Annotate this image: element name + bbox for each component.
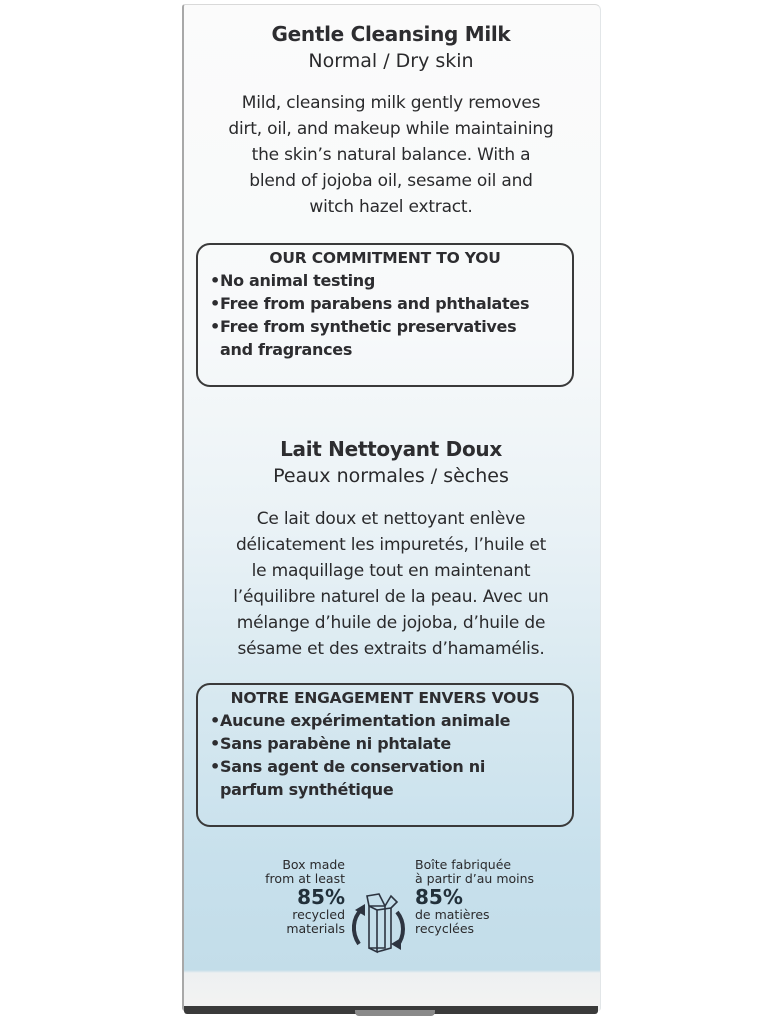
commitment-item: • Sans agent de conservation ni <box>210 757 486 776</box>
description-line: blend of jojoba oil, sesame oil and <box>249 171 533 191</box>
description-line: sésame et des extraits d’hamamélis. <box>237 639 545 659</box>
bullet-icon: • <box>210 294 220 313</box>
english-description <box>182 90 600 220</box>
description-line: dirt, oil, and makeup while maintaining <box>228 119 554 139</box>
english-subtitle: Normal / Dry skin <box>308 50 474 72</box>
description-line: le maquillage tout en maintenant <box>251 561 531 581</box>
commitment-item: • No animal testing <box>210 271 376 290</box>
french-commitment-box <box>196 683 574 827</box>
recycled-percent: 85% <box>415 885 463 909</box>
commitment-item-continuation: and fragrances <box>220 340 353 359</box>
bullet-icon: • <box>210 271 220 290</box>
description-line: the skin’s natural balance. With a <box>251 145 531 165</box>
commitment-item: • Aucune expérimentation animale <box>210 711 511 730</box>
recycling-text-french: Boîte fabriquée à partir d’au moins 85% de matières recyclées <box>415 858 565 936</box>
french-subtitle: Peaux normales / sèches <box>273 465 509 487</box>
recycling-text-english: Box made from at least 85% recycled materials <box>240 858 345 936</box>
bullet-icon: • <box>210 734 220 753</box>
english-commitment-box <box>196 243 574 387</box>
description-line: mélange d’huile de jojoba, d’huile de <box>236 613 546 633</box>
description-line: witch hazel extract. <box>309 197 473 217</box>
commitment-item: • Free from parabens and phthalates <box>210 294 530 313</box>
description-line: Mild, cleansing milk gently removes <box>241 93 541 113</box>
box-bottom-tab <box>355 1010 435 1016</box>
commitment-item: • Free from synthetic preservatives <box>210 317 517 336</box>
commitment-heading: NOTRE ENGAGEMENT ENVERS VOUS <box>230 689 540 707</box>
description-line: délicatement les impuretés, l’huile et <box>235 535 547 555</box>
bullet-icon: • <box>210 317 220 336</box>
bullet-icon: • <box>210 711 220 730</box>
commitment-item-continuation: parfum synthétique <box>220 780 394 799</box>
description-line: l’équilibre naturel de la peau. Avec un <box>233 587 549 607</box>
recycled-box-icon <box>345 888 413 956</box>
description-line: Ce lait doux et nettoyant enlève <box>256 509 526 529</box>
bullet-icon: • <box>210 757 220 776</box>
commitment-item: • Sans parabène ni phtalate <box>210 734 451 753</box>
french-title: Lait Nettoyant Doux <box>280 437 502 461</box>
english-title: Gentle Cleansing Milk <box>271 22 511 46</box>
french-description <box>182 506 600 662</box>
recycled-percent: 85% <box>297 885 345 909</box>
commitment-heading: OUR COMMITMENT TO YOU <box>269 249 501 267</box>
